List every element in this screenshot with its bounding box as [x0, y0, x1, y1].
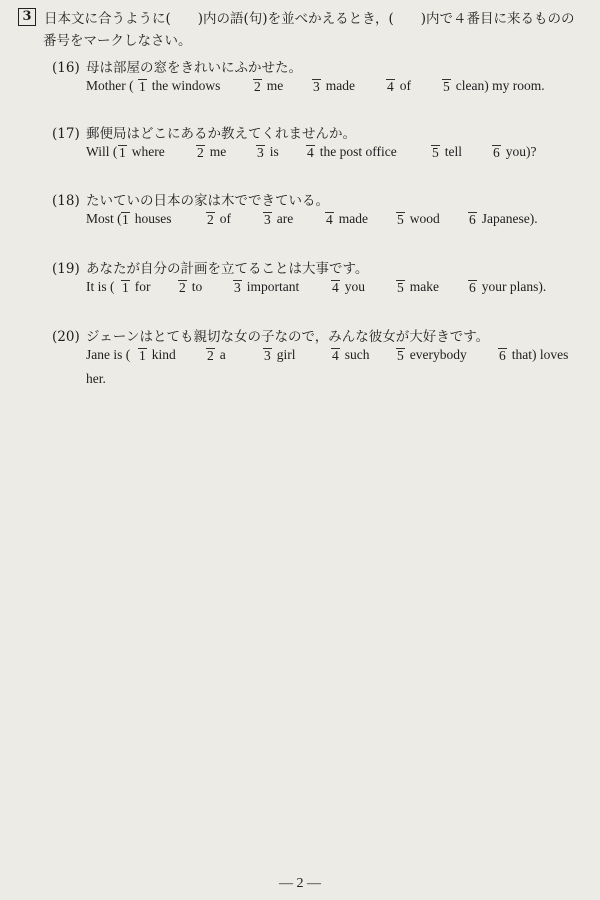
question-17-japanese: 郵便局はどこにあるか教えてくれませんか。	[86, 126, 356, 142]
lead-text: Will (	[86, 144, 118, 159]
option-word: me	[266, 78, 284, 93]
option-number: 4	[326, 212, 333, 227]
option	[331, 279, 365, 295]
lead-text: Most (	[86, 211, 122, 226]
option	[396, 279, 439, 295]
option	[442, 78, 545, 94]
option-word: me	[209, 144, 227, 159]
option-number: 3	[234, 280, 241, 295]
option-number: 1	[122, 280, 129, 295]
question-20-number: (20)	[52, 329, 80, 345]
question-16-japanese: 母は部屋の窓をきれいにふかせた。	[86, 60, 302, 76]
option-number: 5	[443, 79, 450, 94]
option-word: are	[276, 211, 294, 226]
option	[233, 279, 299, 295]
question-20-options	[86, 347, 592, 369]
question-17-options	[86, 144, 592, 166]
option-number: 4	[307, 145, 314, 160]
instruction-line-2: 番号をマークしなさい。	[43, 33, 192, 49]
question-17	[52, 124, 592, 166]
option-word: girl	[276, 347, 296, 362]
option	[256, 144, 279, 160]
option-number: 6	[499, 348, 506, 363]
option-word: for	[134, 279, 151, 294]
page-number: — 2 —	[279, 876, 321, 891]
option	[492, 144, 537, 160]
option-word: to	[191, 279, 203, 294]
option	[206, 347, 226, 363]
question-18	[52, 191, 592, 233]
lead-text: It is (	[86, 279, 115, 294]
option-number: 4	[332, 280, 339, 295]
lead-text: Jane is (	[86, 347, 131, 362]
option	[253, 78, 283, 94]
question-16-options	[86, 78, 592, 100]
option-number: 3	[264, 348, 271, 363]
option	[468, 211, 538, 227]
option-word: you	[344, 279, 365, 294]
question-number-box: 3	[18, 8, 36, 26]
option-number: 1	[139, 348, 146, 363]
question-18-japanese: たいていの日本の家は木でできている。	[86, 193, 329, 209]
lead-text: Mother (	[86, 78, 134, 93]
question-18-options	[86, 211, 592, 233]
option-number: 6	[493, 145, 500, 160]
option	[386, 78, 411, 94]
option-number: 5	[432, 145, 439, 160]
option-word: where	[131, 144, 165, 159]
question-18-number: (18)	[52, 193, 80, 209]
option-word: kind	[151, 347, 176, 362]
option-number: 1	[119, 145, 126, 160]
option-word: clean) my room.	[455, 78, 545, 93]
option-number: 6	[469, 212, 476, 227]
option	[263, 211, 293, 227]
question-19-options	[86, 279, 592, 301]
question-16	[52, 58, 592, 100]
option	[396, 211, 440, 227]
option-word: tell	[444, 144, 462, 159]
option-word: such	[344, 347, 370, 362]
option	[498, 347, 568, 363]
option-word: important	[246, 279, 300, 294]
option-word: made	[325, 78, 355, 93]
option-number: 5	[397, 280, 404, 295]
option	[196, 144, 226, 160]
option-number: 2	[179, 280, 186, 295]
option	[396, 347, 467, 363]
instruction-line-1: 日本文に合うように( )内の語(句)を並べかえるとき，( )内で４番目に来るものの	[44, 11, 575, 27]
option	[263, 347, 296, 363]
option-number: 1	[122, 212, 129, 227]
option-word: your plans).	[481, 279, 547, 294]
option-word: you)?	[505, 144, 537, 159]
option	[138, 347, 176, 363]
option-word: the post office	[319, 144, 397, 159]
option-number: 4	[332, 348, 339, 363]
option-word: made	[338, 211, 368, 226]
option	[121, 211, 172, 227]
option	[331, 347, 370, 363]
question-19-number: (19)	[52, 261, 80, 277]
option	[325, 211, 368, 227]
question-header	[18, 8, 578, 52]
option	[138, 78, 220, 94]
question-20-japanese: ジェーンはとても親切な女の子なので，みんな彼女が大好きです。	[86, 329, 490, 345]
option	[306, 144, 397, 160]
question-20-continuation: her.	[86, 371, 106, 386]
option-word: houses	[134, 211, 172, 226]
question-20	[52, 327, 592, 389]
option-number: 2	[197, 145, 204, 160]
option	[118, 144, 165, 160]
option-number: 3	[257, 145, 264, 160]
option-word: is	[269, 144, 279, 159]
option-number: 1	[139, 79, 146, 94]
option	[121, 279, 151, 295]
question-19-japanese: あなたが自分の計画を立てることは大事です。	[86, 261, 369, 277]
option-word: a	[219, 347, 226, 362]
option-number: 4	[387, 79, 394, 94]
option-word: make	[409, 279, 439, 294]
option-number: 3	[313, 79, 320, 94]
option-word: that) loves	[511, 347, 569, 362]
option-word: of	[399, 78, 411, 93]
option-number: 2	[207, 212, 214, 227]
option-number: 5	[397, 348, 404, 363]
option	[206, 211, 231, 227]
option	[312, 78, 355, 94]
question-17-number: (17)	[52, 126, 80, 142]
option-number: 3	[264, 212, 271, 227]
option-word: everybody	[409, 347, 467, 362]
option-number: 5	[397, 212, 404, 227]
option-word: the windows	[151, 78, 221, 93]
option-number: 2	[254, 79, 261, 94]
option-number: 2	[207, 348, 214, 363]
option	[468, 279, 546, 295]
option-word: Japanese).	[481, 211, 538, 226]
option	[431, 144, 462, 160]
option-word: wood	[409, 211, 440, 226]
question-16-number: (16)	[52, 60, 80, 76]
option	[178, 279, 202, 295]
option-number: 6	[469, 280, 476, 295]
option-word: of	[219, 211, 231, 226]
question-19	[52, 259, 592, 301]
